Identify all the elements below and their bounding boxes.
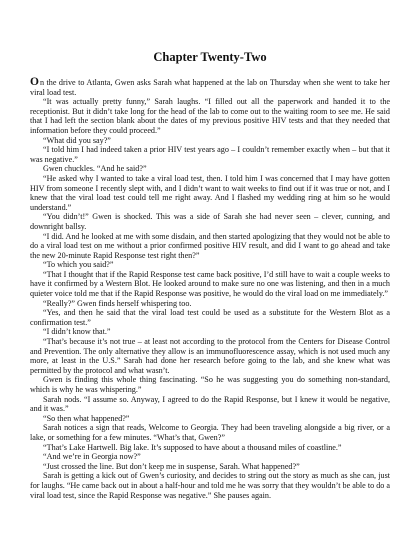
paragraph: Gwen is finding this whole thing fascinating. “So he was suggesting you do something non-standard, which is why he was whispering.” bbox=[30, 375, 390, 394]
paragraph: Sarah nods. “I assume so. Anyway, I agreed to do the Rapid Response, but I knew it would be negative, and it was.” bbox=[30, 394, 390, 414]
paragraph: Gwen chuckles. “And he said?” bbox=[43, 164, 147, 174]
paragraph: “To which you said?” bbox=[43, 260, 114, 270]
paragraph: “So then what happened?” bbox=[43, 413, 130, 423]
paragraph: “It was actually pretty funny,” Sarah laughs. “I filled out all the paperwork and handed it to the receptionist. But it didn’t take long for the head of the lab to come out to the waiting room to see me. He said that I had left the section blank about the dates of my previous positive HIV tests and that they needed that information before they could proceed.” bbox=[30, 97, 390, 135]
opening-paragraph bbox=[30, 78, 390, 97]
paragraph: “You didn’t!” Gwen is shocked. This was a side of Sarah she had never seen – clever, cunning, and downright ballsy. bbox=[30, 212, 390, 231]
paragraph: “That’s because it’s not true – at least not according to the protocol from the Centers for Disease Control and Prevention. The only alternative they allow is an immunofluorescence assay, which is not used much any more, at least in the U.S.” Sarah had done her research before going to the lab, and she knew what was permitted by the protocol and what wasn’t. bbox=[30, 337, 390, 375]
paragraph: Sarah is getting a kick out of Gwen’s curiosity, and decides to string out the story as much as she can, just for laughs. “He came back out in about a half-hour and told me he was sorry that they wouldn’t be able to do a viral load test, since the Rapid Response was negative.” She pauses again. bbox=[30, 471, 390, 500]
paragraph: “And we’re in Georgia now?” bbox=[43, 452, 141, 462]
paragraph: “He asked why I wanted to take a viral load test, then. I told him I was concerned that I may have gotten HIV from someone I recently slept with, and I didn’t want to wait weeks to find out if it was true or not, and I knew that the viral load test could tell me right away. And I flashed my wedding ring at him so he would understand.” bbox=[30, 173, 390, 212]
chapter-body bbox=[30, 78, 390, 500]
paragraph: “What did you say?” bbox=[43, 135, 111, 145]
opening-text: n the drive to Atlanta, Gwen asks Sarah what happened at the lab on Thursday when she went to take her viral load test. bbox=[30, 78, 390, 97]
paragraph: “Really?” Gwen finds herself whispering too. bbox=[43, 298, 192, 308]
paragraph: “That’s Lake Hartwell. Big lake. It’s supposed to have about a thousand miles of coastline.” bbox=[43, 442, 342, 452]
paragraph: “I did. And he looked at me with some disdain, and then started apologizing that they would not be able to do a viral load test on me without a prior confirmed positive HIV result, and did I want to go ahead and take the new 20-minute Rapid Response test right then?” bbox=[30, 231, 390, 260]
paragraph: “I told him I had indeed taken a prior HIV test years ago – I couldn’t remember exactly when – but that it was negative.” bbox=[30, 145, 390, 164]
drop-cap: O bbox=[30, 76, 39, 88]
paragraph: “Just crossed the line. But don’t keep me in suspense, Sarah. What happened?” bbox=[43, 461, 300, 471]
paragraph: Sarah notices a sign that reads, Welcome to Georgia. They had been traveling alongside a big river, or a lake, or something for a few minutes. “What’s that, Gwen?” bbox=[30, 423, 390, 442]
chapter-title: Chapter Twenty-Two bbox=[153, 50, 267, 64]
paragraph: “That I thought that if the Rapid Response test came back positive, I’d still have to wait a couple weeks to have it confirmed by a Western Blot. He looked around to make sure no one was listening, and then in a much quieter voice told me that if the Rapid Response was positive, he would do the viral load on me immediately.” bbox=[30, 269, 390, 299]
paragraph: “I didn’t know that.” bbox=[43, 327, 111, 337]
paragraph: “Yes, and then he said that the viral load test could be used as a substitute for the Western Blot as a confirmation test.” bbox=[30, 308, 390, 327]
